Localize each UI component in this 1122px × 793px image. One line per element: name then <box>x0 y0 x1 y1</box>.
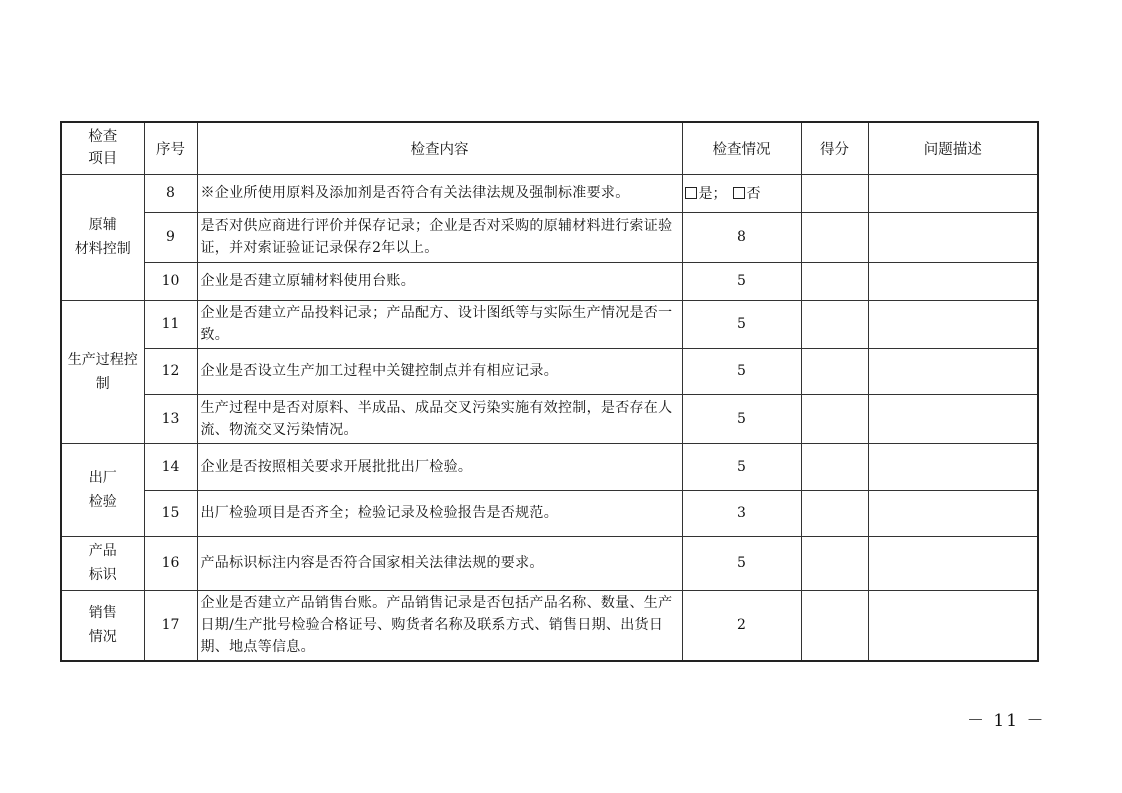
table-row <box>61 490 1038 536</box>
category-label-line1: 出厂 <box>88 469 117 486</box>
content-cell: ※企业所使用原料及添加剂是否符合有关法律法规及强制标准要求。 <box>197 174 682 212</box>
content-cell: 企业是否按照相关要求开展批批出厂检验。 <box>197 443 682 490</box>
status-cell: 5 <box>682 394 801 443</box>
category-cell <box>61 443 144 536</box>
issue-cell <box>868 174 1038 212</box>
status-cell: 5 <box>682 536 801 590</box>
seq-cell: 13 <box>144 394 197 443</box>
content-cell: 产品标识标注内容是否符合国家相关法律法规的要求。 <box>197 536 682 590</box>
issue-cell <box>868 348 1038 394</box>
issue-cell <box>868 590 1038 661</box>
seq-cell: 17 <box>144 590 197 661</box>
table-row <box>61 262 1038 300</box>
content-cell: 企业是否建立原辅材料使用台账。 <box>197 262 682 300</box>
category-cell <box>61 174 144 300</box>
category-label-line2: 材料控制 <box>74 241 131 257</box>
category-label-line1: 生产过程控 <box>67 351 138 368</box>
header-category <box>61 122 144 174</box>
status-cell: 5 <box>682 348 801 394</box>
category-label-line2: 情况 <box>88 629 117 646</box>
seq-cell: 11 <box>144 300 197 348</box>
score-cell <box>801 536 868 590</box>
score-cell <box>801 262 868 300</box>
seq-cell: 16 <box>144 536 197 590</box>
category-label-line2: 检验 <box>88 493 117 510</box>
score-cell <box>801 174 868 212</box>
category-label-line1: 原辅 <box>88 217 117 233</box>
issue-cell <box>868 300 1038 348</box>
header-score: 得分 <box>801 122 868 174</box>
issue-cell <box>868 262 1038 300</box>
content-cell: 企业是否建立产品销售台账。产品销售记录是否包括产品名称、数量、生产日期/生产批号检验合格证号、购货者名称及联系方式、销售日期、出货日期、地点等信息。 <box>197 590 682 661</box>
header-issue: 问题描述 <box>868 122 1038 174</box>
category-cell <box>61 590 144 661</box>
header-category-line2: 项目 <box>88 151 118 168</box>
seq-cell: 8 <box>144 174 197 212</box>
content-cell: 是否对供应商进行评价并保存记录；企业是否对采购的原辅材料进行索证验证，并对索证验证记录保存2年以上。 <box>197 212 682 262</box>
inspection-table <box>60 121 1039 662</box>
table-row <box>61 300 1038 348</box>
score-cell <box>801 348 868 394</box>
table-header-row <box>61 122 1038 174</box>
issue-cell <box>868 490 1038 536</box>
status-cell: 8 <box>682 212 801 262</box>
issue-cell <box>868 394 1038 443</box>
table-row <box>61 174 1038 212</box>
status-cell: 5 <box>682 262 801 300</box>
score-cell <box>801 394 868 443</box>
table-row <box>61 212 1038 262</box>
seq-cell: 14 <box>144 443 197 490</box>
status-cell: 5 <box>682 443 801 490</box>
option-no-label: 否 <box>746 186 761 202</box>
table-row <box>61 590 1038 661</box>
category-cell <box>61 536 144 590</box>
table-row <box>61 536 1038 590</box>
content-cell: 生产过程中是否对原料、半成品、成品交叉污染实施有效控制，是否存在人流、物流交叉污染情况。 <box>197 394 682 443</box>
status-cell: 5 <box>682 300 801 348</box>
category-label-line1: 销售 <box>88 605 117 622</box>
seq-cell: 10 <box>144 262 197 300</box>
page-number: － 11 － <box>967 711 1046 731</box>
score-cell <box>801 300 868 348</box>
issue-cell <box>868 212 1038 262</box>
header-content: 检查内容 <box>197 122 682 174</box>
table-row <box>61 348 1038 394</box>
table-row <box>61 443 1038 490</box>
status-cell[interactable] <box>682 174 801 212</box>
score-cell <box>801 212 868 262</box>
checkbox-yes[interactable] <box>685 187 697 199</box>
header-seq: 序号 <box>144 122 197 174</box>
status-cell: 2 <box>682 590 801 661</box>
option-yes-label: 是； <box>698 186 727 202</box>
category-label-line2: 制 <box>95 375 110 392</box>
category-label-line2: 标识 <box>88 567 117 583</box>
checkbox-no[interactable] <box>733 187 745 199</box>
issue-cell <box>868 536 1038 590</box>
seq-cell: 9 <box>144 212 197 262</box>
score-cell <box>801 443 868 490</box>
category-label-line1: 产品 <box>88 543 117 559</box>
table-row <box>61 394 1038 443</box>
content-cell: 企业是否建立产品投料记录；产品配方、设计图纸等与实际生产情况是否一致。 <box>197 300 682 348</box>
score-cell <box>801 490 868 536</box>
table-body <box>61 174 1038 661</box>
seq-cell: 12 <box>144 348 197 394</box>
seq-cell: 15 <box>144 490 197 536</box>
header-category-line1: 检查 <box>88 129 118 146</box>
content-cell: 出厂检验项目是否齐全；检验记录及检验报告是否规范。 <box>197 490 682 536</box>
issue-cell <box>868 443 1038 490</box>
header-status: 检查情况 <box>682 122 801 174</box>
score-cell <box>801 590 868 661</box>
status-cell: 3 <box>682 490 801 536</box>
category-cell <box>61 300 144 443</box>
content-cell: 企业是否设立生产加工过程中关键控制点并有相应记录。 <box>197 348 682 394</box>
